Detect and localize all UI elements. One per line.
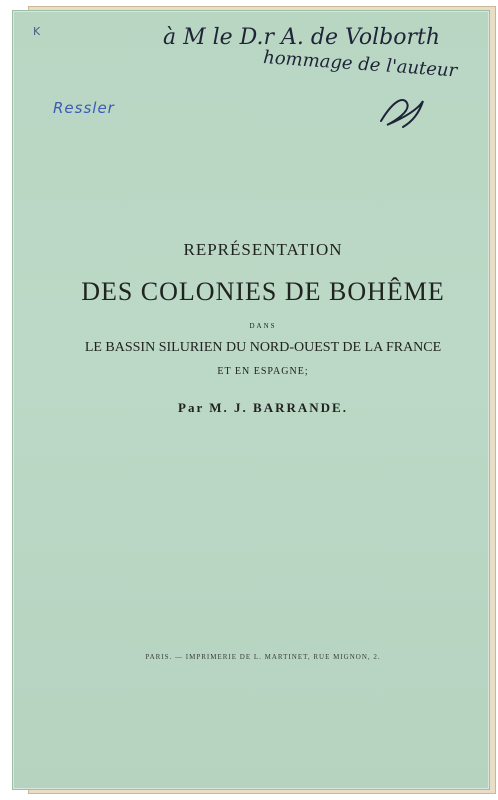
author-line: Par M. J. BARRANDE.: [178, 400, 348, 415]
title-line-5: ET EN ESPAGNE;: [217, 366, 309, 377]
title-line-1: REPRÉSENTATION: [183, 240, 343, 259]
handwritten-signature: [373, 91, 433, 131]
corner-mark: K: [33, 25, 41, 38]
title-line-4: LE BASSIN SILURIEN DU NORD-OUEST DE LA FRANCE: [84, 340, 442, 355]
document-cover: [12, 10, 490, 790]
dedication-line-1: à M le D.r A. de Volborth: [163, 25, 441, 50]
printer-imprint: PARIS. — IMPRIMERIE DE L. MARTINET, RUE MIGNON, 2.: [145, 653, 381, 661]
dedication-line-2: hommage de l'auteur: [262, 47, 458, 82]
title-block: [53, 239, 473, 417]
handwritten-dedication: [163, 25, 493, 82]
title-line-3: DANS: [249, 322, 277, 330]
title-line-2: DES COLONIES DE BOHÊME: [81, 277, 445, 306]
owner-stamp: Ressler: [53, 99, 115, 117]
